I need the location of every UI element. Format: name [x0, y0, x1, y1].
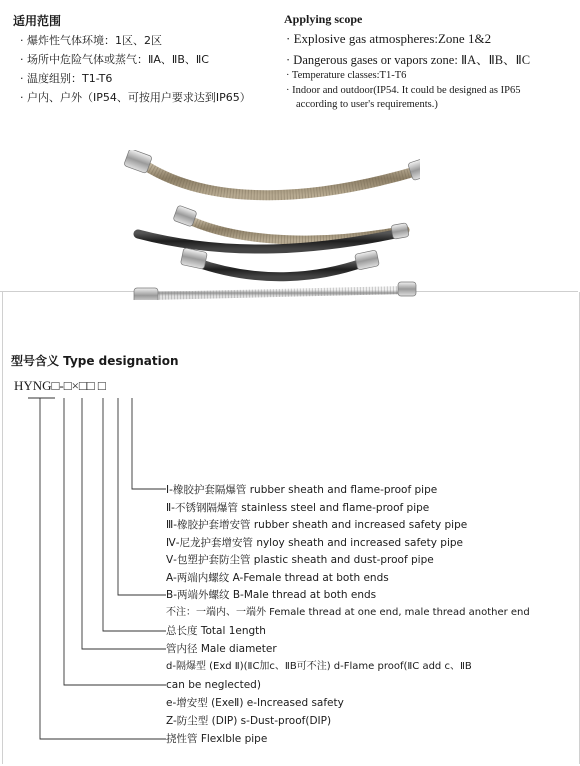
flexible-pipes-image — [120, 150, 420, 300]
legend-line: 管内径 Male diameter — [166, 643, 277, 655]
scope-title-cn: 适用范围 — [13, 14, 62, 28]
scope-cn-item: · 户内、户外（IP54、可按用户要求达到IP65） — [20, 91, 251, 104]
legend-line: 总长度 Total 1ength — [166, 625, 266, 637]
legend-line: Ⅰ-橡胶护套隔爆管 rubber sheath and flame-proof pipe — [166, 484, 438, 496]
legend-line: 挠性管 Flexlble pipe — [166, 733, 268, 745]
scope-cn-item: · 爆炸性气体环境：1区、2区 — [20, 34, 162, 47]
legend-line: Ⅳ-尼龙护套增安管 nyloy sheath and increased safety pipe — [166, 537, 463, 549]
designation-connector-lines — [0, 390, 180, 750]
legend-line: d-隔爆型 (Exd Ⅱ)(ⅡC加c、ⅡB可不注) d-Flame proof(ⅡC add c、ⅡB — [166, 661, 472, 672]
scope-en-item: according to user's requirements.) — [296, 99, 438, 110]
scope-en-item: · Indoor and outdoor(IP54. It could be designed as IP65 — [286, 85, 521, 96]
scope-cn-item: · 温度组别：T1-T6 — [20, 72, 113, 85]
legend-line: Ⅴ-包塑护套防尘管 plastic sheath and dust-proof pipe — [166, 554, 434, 566]
legend-line: B-两端外螺纹 B-Male thread at both ends — [166, 589, 377, 601]
scope-en-item: · Explosive gas atmospheres:Zone 1&2 — [286, 31, 492, 46]
scope-en-item: · Dangerous gases or vapors zone: ⅡA、ⅡB、ⅡC — [286, 53, 531, 67]
legend-line: A-两端内螺纹 A-Female thread at both ends — [166, 572, 389, 584]
model-code: HYNG□-□×□□ □ — [14, 378, 106, 393]
scope-en-item: · Temperature classes:T1-T6 — [286, 70, 407, 81]
legend-line: Ⅱ-不锈钢隔爆管 stainless steel and flame-proof pipe — [166, 502, 430, 514]
type-designation-title: 型号含义 Type designation — [11, 354, 179, 368]
legend-line: Ⅲ-橡胶护套增安管 rubber sheath and increased safety pipe — [166, 519, 468, 531]
scope-title-en: Applying scope — [284, 12, 363, 26]
legend-line: Z-防尘型 (DIP) s-Dust-proof(DIP) — [166, 715, 332, 727]
applying-scope-panel — [0, 0, 578, 292]
legend-line: can be neglected) — [166, 679, 261, 691]
scope-cn-item: · 场所中危险气体或蒸气：ⅡA、ⅡB、ⅡC — [20, 53, 209, 66]
legend-line: e-增安型 (ExeⅡ) e-Increased safety — [166, 697, 344, 709]
legend-line: 不注：一端内、一端外 Female thread at one end, male thread another end — [166, 607, 530, 618]
